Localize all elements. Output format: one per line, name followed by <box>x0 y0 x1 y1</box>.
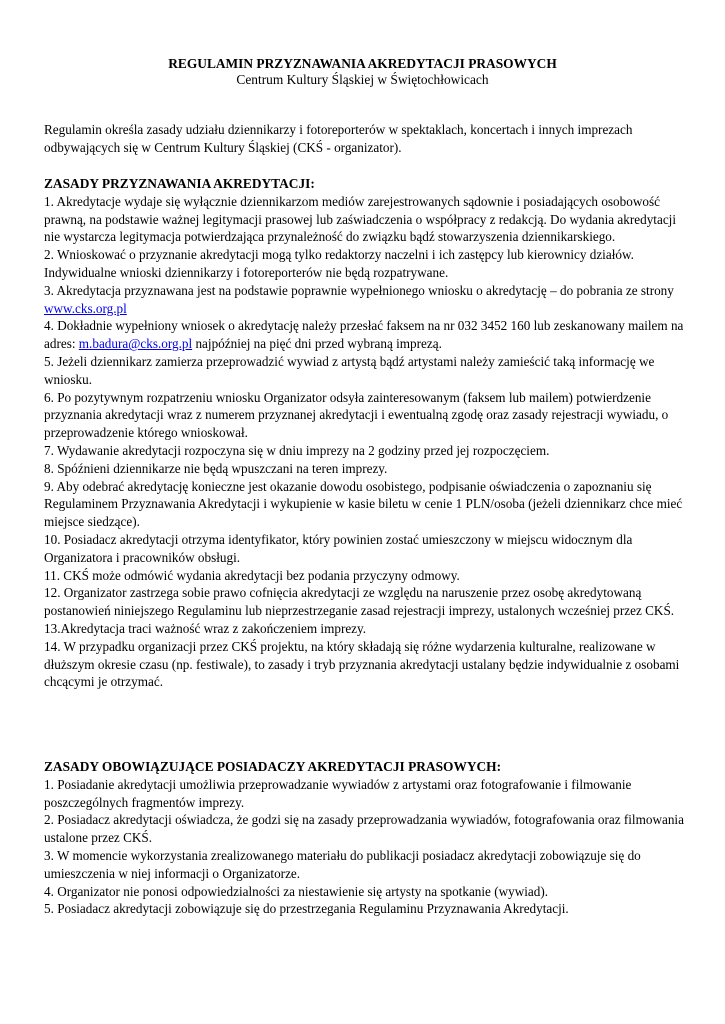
document-subtitle: Centrum Kultury Śląskiej w Świętochłowicach <box>236 72 489 87</box>
rule-item <box>44 317 684 353</box>
rule-item: 5. Posiadacz akredytacji zobowiązuje się do przestrzegania Regulaminu Przyznawania Akredytacji. <box>44 901 569 917</box>
rule-item: 9. Aby odebrać akredytację konieczne jest okazanie dowodu osobistego, podpisanie oświadczenia o zapoznaniu się Regulaminem Przyznawania Akredytacji i wykupienie w kasie biletu w cenie 1 PLN/osoba (jeżeli dziennikarz chce mieć miejsce siedzące). <box>44 478 683 530</box>
title-block <box>0 56 725 88</box>
intro-paragraph: Regulamin określa zasady udziału dziennikarzy i fotoreporterów w spektaklach, koncertach i innych imprezach odbywających się w Centrum Kultury Śląskiej (CKŚ - organizator). <box>44 122 633 155</box>
rule-item: 14. W przypadku organizacji przez CKŚ projektu, na który składają się różne wydarzenia kulturalne, realizowane w dłuższym okresie czasu (np. festiwale), to zasady i tryb przyznania akredytacji ustalany będzie indywidualnie z osobami chcącymi je otrzymać. <box>44 638 680 690</box>
accreditation-rules-section <box>44 175 684 691</box>
holder-rules-section <box>44 758 684 918</box>
website-link[interactable]: www.cks.org.pl <box>44 300 127 316</box>
rule-item <box>44 282 684 318</box>
rule-text: 4. Dokładnie wypełniony wniosek o akredytację należy przesłać faksem na nr 032 3452 160 lub zeskanowany mailem na adres: <box>44 318 684 352</box>
document-title: REGULAMIN PRZYZNAWANIA AKREDYTACJI PRASOWYCH <box>168 56 557 71</box>
rule-item: 2. Wnioskować o przyznanie akredytacji mogą tylko redaktorzy naczelni i ich zastępcy lub kierownicy działów. Indywidualne wnioski dziennikarzy i fotoreporterów nie będą rozpatrywane. <box>44 247 634 280</box>
rule-item: 10. Posiadacz akredytacji otrzyma identyfikator, który powinien zostać umieszczony w miejscu widocznym dla Organizatora i pracowników obsługi. <box>44 531 633 565</box>
rule-item: 11. CKŚ może odmówić wydania akredytacji bez podania przyczyny odmowy. <box>44 567 460 583</box>
rule-text: 3. Akredytacja przyznawana jest na podstawie poprawnie wypełnionego wniosku o akredytację – do pobrania ze strony <box>44 282 674 298</box>
rule-item: 13.Akredytacja traci ważność wraz z zakończeniem imprezy. <box>44 620 367 636</box>
section-heading: ZASADY PRZYZNAWANIA AKREDYTACJI: <box>44 176 315 191</box>
rule-item: 4. Organizator nie ponosi odpowiedzialności za niestawienie się artysty na spotkanie (wywiad). <box>44 883 549 899</box>
rule-text: najpóźniej na pięć dni przed wybraną imprezą. <box>192 336 442 352</box>
rule-item: 5. Jeżeli dziennikarz zamierza przeprowadzić wywiad z artystą bądź artystami należy zamieścić taką informację we wniosku. <box>44 353 655 387</box>
rule-item: 12. Organizator zastrzega sobie prawo cofnięcia akredytacji ze względu na naruszenie przez osobę akredytowaną postanowień niniejszego Regulaminu lub nieprzestrzeganie zasad rejestracji imprezy, ustalonych wcześniej przez CKŚ. <box>44 585 675 619</box>
intro-section <box>44 121 684 157</box>
rule-item: 1. Akredytacje wydaje się wyłącznie dziennikarzom mediów zarejestrowanych sądownie i posiadających osobowość prawną, na podstawie ważnej legitymacji prasowej lub zaświadczenia o współpracy z redakcją. Do wydania akredytacji nie wystarcza legitymacja potwierdzająca przynależność do związku bądź stowarzyszenia dziennikarskiego. <box>44 193 677 245</box>
rule-item: 8. Spóźnieni dziennikarze nie będą wpuszczani na teren imprezy. <box>44 460 388 476</box>
section-heading: ZASADY OBOWIĄZUJĄCE POSIADACZY AKREDYTACJI PRASOWYCH: <box>44 759 502 774</box>
rule-item: 3. W momencie wykorzystania zrealizowanego materiału do publikacji posiadacz akredytacji zobowiązuje się do umieszczenia w niej informacji o Organizatorze. <box>44 847 641 881</box>
email-link[interactable]: m.badura@cks.org.pl <box>78 336 193 352</box>
rule-item: 6. Po pozytywnym rozpatrzeniu wniosku Organizator odsyła zainteresowanym (faksem lub mailem) potwierdzenie przyznania akredytacji wraz z numerem przyznanej akredytacji i ewentualną zgodę oraz zasady rejestracji wywiadu, o przeprowadzenie którego wnioskował. <box>44 389 669 441</box>
rule-item: 7. Wydawanie akredytacji rozpoczyna się w dniu imprezy na 2 godziny przed jej rozpoczęciem. <box>44 442 550 458</box>
rule-item: 2. Posiadacz akredytacji oświadcza, że godzi się na zasady przeprowadzania wywiadów, fotografowania oraz filmowania ustalone przez CKŚ. <box>44 812 684 846</box>
rule-item: 1. Posiadanie akredytacji umożliwia przeprowadzanie wywiadów z artystami oraz fotografowanie i filmowanie poszczególnych fragmentów imprezy. <box>44 776 632 810</box>
